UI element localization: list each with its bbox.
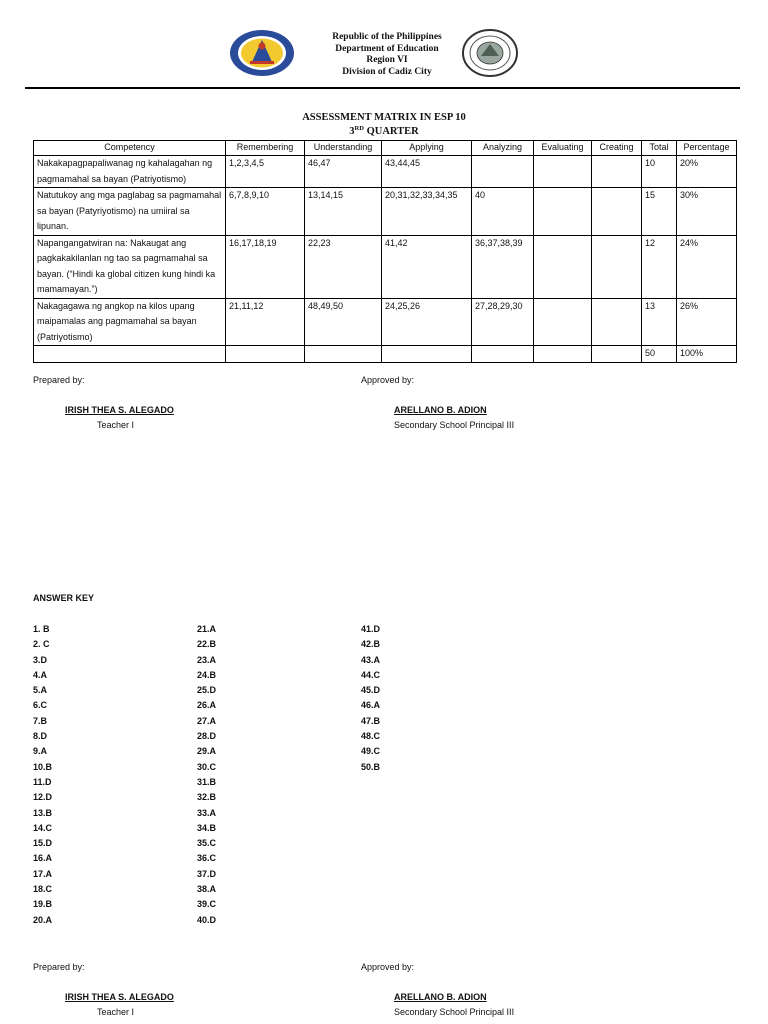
answer-item: 48.C [361, 731, 381, 742]
answer-item: 27.A [197, 715, 217, 726]
table-cell: Napangangatwiran na: Nakaugat ang pagkakakilanlan ng tao sa pagmamahal sa bayan. (“Hindi ka global citizen kung hindi ka mamamayan.”) [34, 235, 226, 298]
table-cell [534, 235, 592, 298]
table-cell: 27,28,29,30 [472, 298, 534, 346]
column-header: Analyzing [472, 141, 534, 156]
answer-item: 19.B [33, 899, 53, 910]
quarter-number: 3 [349, 126, 355, 137]
table-cell: 36,37,38,39 [472, 235, 534, 298]
table-cell: Natutukoy ang mga paglabag sa pagmamahal sa bayan (Patyriyotismo) na umiiral sa lipunan. [34, 188, 226, 236]
answer-item: 9.A [33, 746, 48, 757]
table-cell [305, 346, 382, 363]
table-row [34, 235, 737, 298]
answer-item: 50.B [361, 761, 381, 772]
answer-item: 40.D [197, 914, 217, 925]
answer-item: 38.A [197, 884, 217, 895]
column-header: Remembering [226, 141, 305, 156]
table-cell [592, 235, 642, 298]
answer-item: 2. C [33, 639, 50, 650]
column-header: Evaluating [534, 141, 592, 156]
quarter-ordinal: RD [354, 125, 364, 132]
answer-item: 45.D [361, 685, 381, 696]
answer-key-column-1 [33, 622, 52, 928]
table-cell: Nakagagawa ng angkop na kilos upang maipamalas ang pagmamahal sa bayan (Patriyotismo) [34, 298, 226, 346]
answer-item: 28.D [197, 731, 217, 742]
quarter-word: QUARTER [363, 126, 419, 137]
table-cell: 10 [642, 156, 677, 188]
answer-key-column-3 [361, 622, 380, 775]
answer-item: 1. B [33, 624, 50, 634]
answer-item: 31.B [197, 776, 217, 787]
answer-item: 23.A [197, 654, 217, 665]
answer-item: 24.B [197, 669, 217, 680]
table-cell: Nakakapagpapaliwanag ng kahalagahan ng pagmamahal sa bayan (Patriyotismo) [34, 156, 226, 188]
answer-item: 6.C [33, 700, 48, 711]
column-header: Total [642, 141, 677, 156]
table-cell [592, 188, 642, 236]
table-cell [472, 156, 534, 188]
document-title: ASSESSMENT MATRIX IN ESP 10 [302, 112, 466, 123]
assessment-matrix-table [33, 140, 737, 363]
table-cell [534, 188, 592, 236]
answer-item: 15.D [33, 838, 53, 849]
approved-by-label: Approved by: [361, 375, 415, 385]
column-header: Creating [592, 141, 642, 156]
table-cell [534, 156, 592, 188]
answer-key-title: ANSWER KEY [33, 593, 95, 603]
table-cell: 20,31,32,33,34,35 [382, 188, 472, 236]
table-cell: 1,2,3,4,5 [226, 156, 305, 188]
table-cell: 26% [677, 298, 737, 346]
answer-item: 34.B [197, 822, 217, 833]
answer-item: 29.A [197, 746, 217, 757]
document-header [0, 28, 768, 84]
table-cell: 16,17,18,19 [226, 235, 305, 298]
table-total-row [34, 346, 737, 363]
column-header: Applying [382, 141, 472, 156]
answer-item: 36.C [197, 853, 217, 864]
answer-item: 17.A [33, 868, 53, 879]
answer-item: 5.A [33, 685, 48, 696]
answer-item: 4.A [33, 669, 48, 680]
header-line: Division of Cadiz City [342, 66, 432, 77]
agency-address [312, 32, 462, 78]
table-cell [534, 346, 592, 363]
table-cell: 24% [677, 235, 737, 298]
table-cell: 12 [642, 235, 677, 298]
preparer-role: Teacher I [97, 1007, 135, 1017]
table-cell [382, 346, 472, 363]
table-cell: 48,49,50 [305, 298, 382, 346]
answer-item: 11.D [33, 776, 52, 787]
table-cell [534, 298, 592, 346]
table-cell: 6,7,8,9,10 [226, 188, 305, 236]
column-header: Understanding [305, 141, 382, 156]
answer-item: 12.D [33, 792, 53, 803]
answer-item: 18.C [33, 884, 53, 895]
answer-item: 13.B [33, 807, 53, 818]
answer-item: 10.B [33, 761, 53, 772]
table-cell [592, 298, 642, 346]
table-cell [34, 346, 226, 363]
approver-role: Secondary School Principal III [394, 420, 515, 430]
answer-item: 22.B [197, 639, 217, 650]
deped-seal-icon [228, 28, 296, 78]
column-header: Competency [34, 141, 226, 156]
quarter-subtitle [0, 125, 768, 137]
header-divider [25, 87, 740, 89]
percentage-cell: 100% [677, 346, 737, 363]
table-row [34, 156, 737, 188]
approver-name: ARELLANO B. ADION [394, 992, 487, 1002]
table-cell: 24,25,26 [382, 298, 472, 346]
answer-key-column-2 [197, 622, 216, 928]
preparer-name: IRISH THEA S. ALEGADO [65, 992, 174, 1002]
answer-item: 16.A [33, 853, 53, 864]
table-cell: 41,42 [382, 235, 472, 298]
table-header-row [34, 141, 737, 156]
answer-item: 20.A [33, 914, 53, 925]
header-line: Region VI [366, 55, 408, 65]
approved-by-label: Approved by: [361, 962, 415, 972]
table-cell: 22,23 [305, 235, 382, 298]
answer-item: 8.D [33, 731, 48, 742]
answer-item: 46.A [361, 700, 381, 711]
answer-item: 21.A [197, 624, 217, 634]
answer-item: 41.D [361, 624, 381, 634]
answer-item: 39.C [197, 899, 217, 910]
answer-item: 30.C [197, 761, 217, 772]
table-cell: 40 [472, 188, 534, 236]
answer-item: 42.B [361, 639, 381, 650]
table-cell: 15 [642, 188, 677, 236]
answer-item: 37.D [197, 868, 217, 879]
table-cell [472, 346, 534, 363]
table-cell: 21,11,12 [226, 298, 305, 346]
answer-item: 43.A [361, 654, 381, 665]
answer-item: 26.A [197, 700, 217, 711]
header-line: Republic of the Philippines [332, 32, 442, 42]
answer-item: 3.D [33, 654, 48, 665]
approver-name: ARELLANO B. ADION [394, 405, 487, 415]
answer-item: 32.B [197, 792, 217, 803]
answer-item: 25.D [197, 685, 217, 696]
table-row [34, 188, 737, 236]
answer-item: 33.A [197, 807, 217, 818]
table-cell: 30% [677, 188, 737, 236]
school-seal-icon [461, 28, 519, 78]
preparer-name: IRISH THEA S. ALEGADO [65, 405, 174, 415]
answer-item: 7.B [33, 715, 48, 726]
table-cell: 43,44,45 [382, 156, 472, 188]
total-cell: 50 [642, 346, 677, 363]
table-cell [592, 156, 642, 188]
answer-item: 14.C [33, 822, 53, 833]
table-cell [226, 346, 305, 363]
prepared-by-label: Prepared by: [33, 962, 85, 972]
preparer-role: Teacher I [97, 420, 135, 430]
header-line: Department of Education [335, 43, 439, 54]
answer-item: 35.C [197, 838, 217, 849]
table-cell: 13 [642, 298, 677, 346]
answer-item: 49.C [361, 746, 381, 757]
column-header: Percentage [677, 141, 737, 156]
table-cell [592, 346, 642, 363]
approver-role: Secondary School Principal III [394, 1007, 515, 1017]
table-cell: 46,47 [305, 156, 382, 188]
answer-item: 44.C [361, 669, 381, 680]
table-cell: 20% [677, 156, 737, 188]
prepared-by-label: Prepared by: [33, 375, 85, 385]
table-cell: 13,14,15 [305, 188, 382, 236]
table-row [34, 298, 737, 346]
answer-item: 47.B [361, 715, 381, 726]
